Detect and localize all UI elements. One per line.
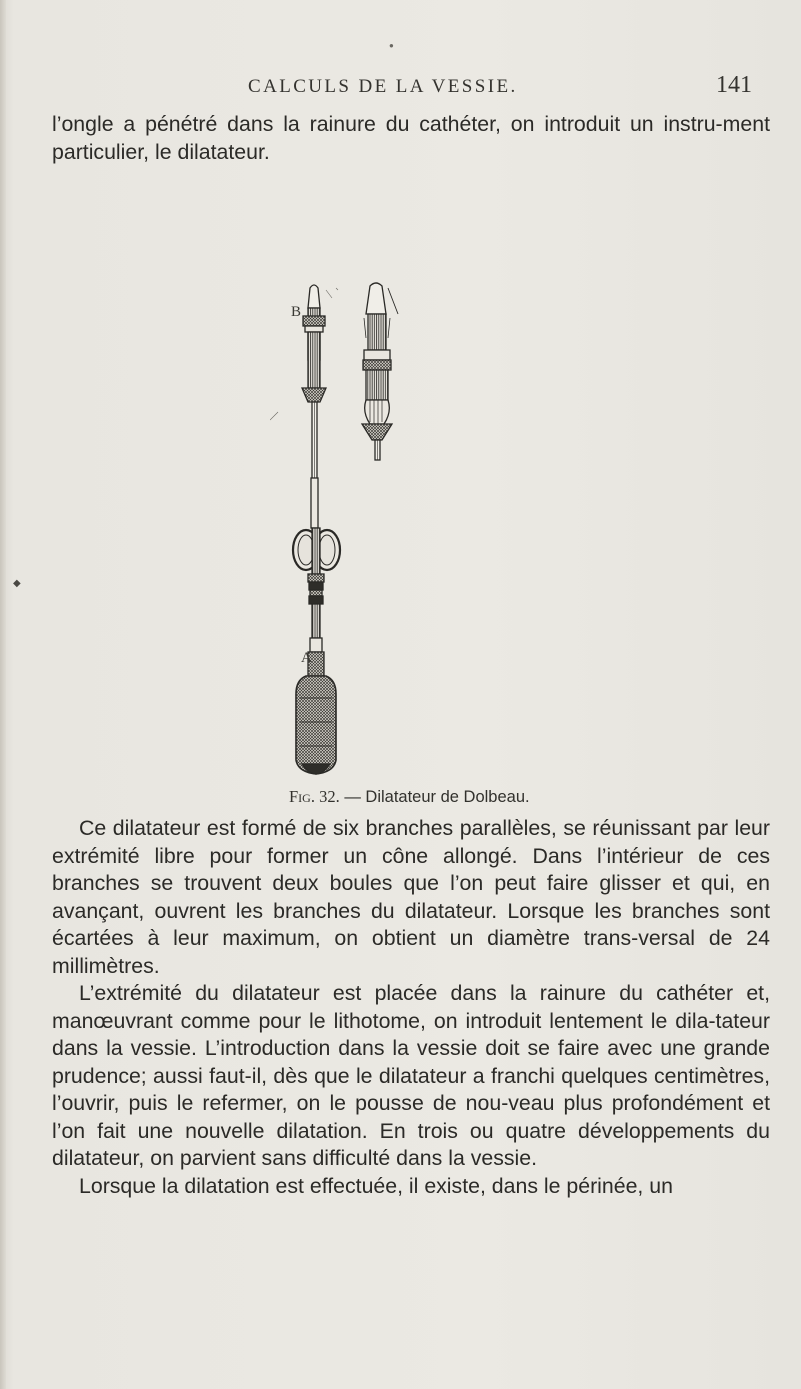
figure-title: — Dilatateur de Dolbeau. bbox=[344, 788, 530, 806]
binding-edge bbox=[0, 0, 6, 1389]
paragraph-2: L’extrémité du dilatateur est placée dans la rainure du cathéter et, manœuvrant comme pour le lithotome, on introduit lentement le dila-tateur dans la vessie. L’introduction dans la vessie doit se faire avec une grande prudence; aussi faut-il, dès que le dilatateur a franchi quelques centimètres, l’ouvrir, puis le refermer, on le pousse de nou-veau plus profondément et l’on fait une nouvelle dilatation. En trois ou quatre développements du dilatateur, on parvient sans difficulté dans la vessie. bbox=[52, 981, 770, 1170]
dilatateur-illustration-icon bbox=[270, 278, 440, 788]
paragraph-continued: l’ongle a pénétré dans la rainure du cathéter, on introduit un instru-ment particulier, le dilatateur. bbox=[52, 112, 770, 164]
figure-number: Fig. 32. bbox=[289, 787, 340, 806]
figure-caption-text bbox=[289, 787, 530, 807]
body-text bbox=[52, 815, 770, 1200]
figure-dilatateur bbox=[270, 278, 440, 788]
running-title: CALCULS DE LA VESSIE. bbox=[248, 76, 518, 97]
diamond-bullet-icon: ◆ bbox=[13, 578, 21, 589]
figure-label-b: B bbox=[291, 304, 302, 320]
text-top bbox=[52, 111, 770, 166]
figure-caption bbox=[0, 787, 801, 811]
running-head bbox=[0, 72, 801, 106]
figure-label-a: A bbox=[301, 650, 312, 666]
print-speck-icon: ● bbox=[389, 41, 394, 50]
paragraph-1: Ce dilatateur est formé de six branches parallèles, se réunissant par leur extrémité libre pour former un cône allongé. Dans l’intérieur de ces branches se trouvent deux boules que l’on peut faire glisser et qui, en avançant, ouvrent les branches du dilatateur. Lorsque les branches sont écartées à leur maximum, on obtient un diamètre trans-versal de 24 millimètres. bbox=[52, 816, 770, 978]
paragraph-3: Lorsque la dilatation est effectuée, il existe, dans le périnée, un bbox=[79, 1173, 673, 1198]
page-number: 141 bbox=[716, 72, 752, 98]
